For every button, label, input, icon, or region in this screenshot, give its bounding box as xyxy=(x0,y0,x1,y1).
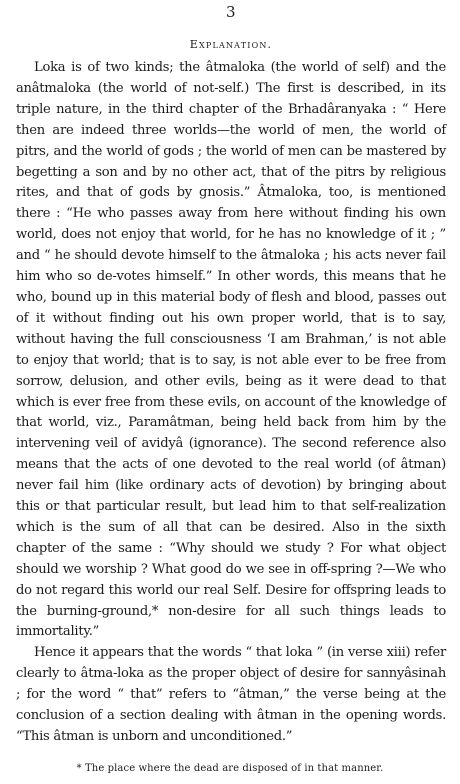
footnote: * The place where the dead are disposed of in that manner. xyxy=(76,763,384,774)
page-number: 3 xyxy=(225,3,237,21)
body-paragraph-1: Loka is of two kinds; the âtmaloka (the world of self) and the anâtmaloka (the world of not-self.) The first is described, in its triple nature, in the third chapter of the Brhadâranyaka : “ Here then are indeed three worlds—the world of men, the world of pitrs, and the world of gods ; the world of men can be mastered by begetting a son and by no other act, that of the pitrs by religious rites, and that of gods by gnosis.” Âtmaloka, too, is mentioned there : “He who passes away from here without finding his own world, does not enjoy that world, for he has no knowledge of it ; ” and “ he should devote himself to the âtmaloka ; his acts never fail him who so de-votes himself.” In other words, this means that he who, bound up in this material body of flesh and blood, passes out of it without finding out his own proper world, that is to say, without having the full consciousness ‘I am Brahman,’ is not able to enjoy that world; that is to say, is not able ever to be free from sorrow, delusion, and other evils, being as it were dead to that which is ever free from these evils, on account of the knowledge of that world, viz., Paramâtman, being held back from him by the intervening veil of avidyâ (ignorance). The second reference also means that the acts of one devoted to the real world (of âtman) never fail him (like ordinary acts of devotion) by bringing about this or that particular result, but lead him to that self-realization which is the sum of all that can be desired. Also in the sixth chapter of the same : “Why should we study ? For what object should we worship ? What good do we see in off-spring ?—We who do not regard this world our real Self. Desire for offspring leads to the burning-ground,* non-desire for all such things leads to immortality.” xyxy=(16,60,446,640)
body-paragraph-2: Hence it appears that the words “ that loka ” (in verse xiii) refer clearly to âtma-loka as the proper object of desire for sannyâsinah ; for the word “ that” refers to “âtman,” the verse being at the conclusion of a section dealing with âtman in the opening words. “This âtman is unborn and unconditioned.” xyxy=(16,645,446,744)
section-heading: Explanation. xyxy=(189,38,273,51)
